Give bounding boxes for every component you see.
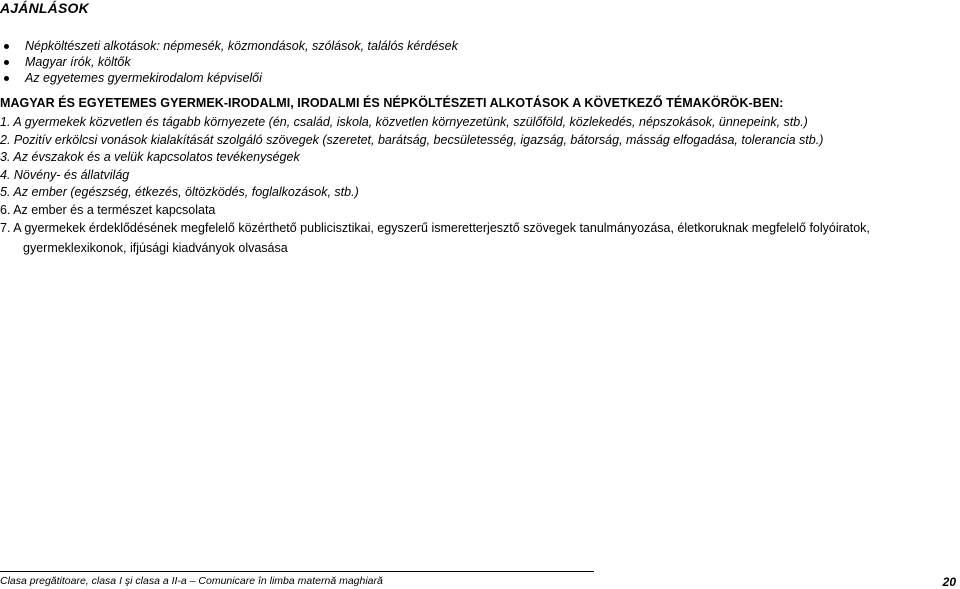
bullet-item <box>0 38 458 54</box>
page-title: AJÁNLÁSOK <box>0 0 89 16</box>
bullet-list <box>0 38 458 86</box>
topic-item: 5. Az ember (egészség, étkezés, öltözködés, foglalkozások, stb.) <box>0 185 359 199</box>
bullet-text: Az egyetemes gyermekirodalom képviselői <box>25 71 262 85</box>
bullet-icon <box>4 76 9 81</box>
topic-list <box>0 114 930 258</box>
footer-divider <box>0 571 594 572</box>
page-number: 20 <box>942 575 956 589</box>
topic-item: 6. Az ember és a természet kapcsolata <box>0 202 216 217</box>
bullet-icon <box>4 44 9 49</box>
bullet-item <box>0 70 458 86</box>
topic-item: 4. Növény- és állatvilág <box>0 167 130 182</box>
topic-item: 7. A gyermekek érdeklődésének megfelelő közérthető publicisztikai, egyszerű ismeretterjesztő szövegek tanulmányozása, életkoruknak megfelelő folyóiratok, gyermeklexikonok, ifjúsági kiadványok olvasása <box>0 221 870 255</box>
page-footer: Clasa pregătitoare, clasa I şi clasa a II-a – Comunicare în limba maternă maghiară <box>0 575 383 587</box>
bullet-icon <box>4 60 9 65</box>
bullet-item <box>0 54 458 70</box>
bullet-text: Magyar írók, költők <box>25 55 131 69</box>
topic-item: 2. Pozitív erkölcsi vonások kialakítását szolgáló szövegek (szeretet, barátság, becsületesség, igazság, bátorság, másság elfogadása, tolerancia stb.) <box>0 132 824 147</box>
section-heading: MAGYAR ÉS EGYETEMES GYERMEK-IRODALMI, IRODALMI ÉS NÉPKÖLTÉSZETI ALKOTÁSOK A KÖVETKEZŐ TÉMAKÖRÖK-BEN: <box>0 96 784 110</box>
bullet-text: Népköltészeti alkotások: népmesék, közmondások, szólások, találós kérdések <box>25 39 458 53</box>
topic-item: 3. Az évszakok és a velük kapcsolatos tevékenységek <box>0 150 300 164</box>
topic-item: 1. A gyermekek közvetlen és tágabb környezete (én, család, iskola, közvetlen környezetünk, szülőföld, közlekedés, népszokások, ünnepeink, stb.) <box>0 115 808 129</box>
